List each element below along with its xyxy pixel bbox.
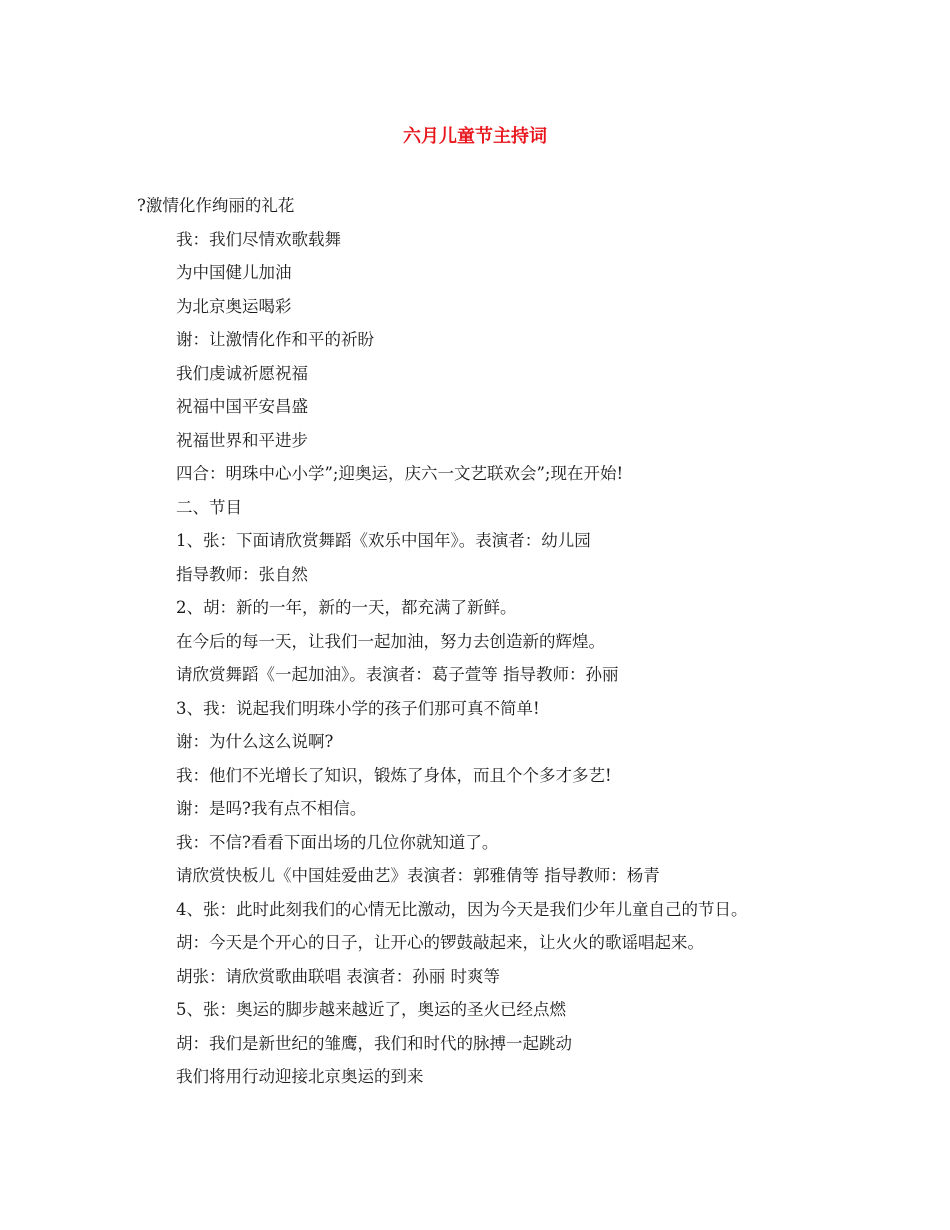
text-line: 我们虔诚祈愿祝福 (176, 363, 308, 383)
text-line: 在今后的每一天，让我们一起加油，努力去创造新的辉煌。 (176, 631, 605, 651)
text-line: 二、节目 (176, 497, 242, 517)
text-line: 4、张：此时此刻我们的心情无比激动，因为今天是我们少年儿童自己的节日。 (176, 899, 748, 919)
text-line: 胡张：请欣赏歌曲联唱 表演者：孙丽 时爽等 (176, 966, 500, 986)
text-line: 祝福中国平安昌盛 (176, 397, 308, 416)
text-line: 谢：是吗?我有点不相信。 (176, 799, 367, 818)
text-line: 我：他们不光增长了知识，锻炼了身体，而且个个多才多艺! (176, 765, 612, 785)
text-line: 请欣赏快板儿《中国娃爱曲艺》表演者：郭雅倩等 指导教师：杨青 (176, 866, 660, 885)
text-line: 谢：让激情化作和平的祈盼 (176, 330, 374, 349)
text-line: 请欣赏舞蹈《一起加油》。表演者：葛子萱等 指导教师：孙丽 (176, 665, 619, 684)
text-line: 祝福世界和平进步 (176, 430, 308, 450)
document-title: 六月儿童节主持词 (403, 126, 547, 147)
text-line: 我们将用行动迎接北京奥运的到来 (176, 1067, 424, 1086)
text-line: 谢：为什么这么说啊? (176, 732, 334, 751)
text-line: 指导教师：张自然 (176, 564, 308, 584)
text-line: 5、张：奥运的脚步越来越近了，奥运的圣火已经点燃 (176, 1000, 566, 1019)
text-line: 胡：我们是新世纪的雏鹰，我们和时代的脉搏一起跳动 (176, 1033, 572, 1053)
text-line: 胡：今天是个开心的日子，让开心的锣鼓敲起来，让火火的歌谣唱起来。 (176, 933, 704, 952)
text-line: 3、我：说起我们明珠小学的孩子们那可真不简单! (176, 698, 540, 718)
text-line: 四合：明珠中心小学”;迎奥运，庆六一文艺联欢会”;现在开始! (176, 464, 624, 483)
text-line: 为中国健儿加油 (176, 263, 292, 282)
text-line: ?激情化作绚丽的礼花 (137, 196, 295, 215)
text-line: 我：不信?看看下面出场的几位你就知道了。 (176, 832, 499, 852)
text-line: 1、张：下面请欣赏舞蹈《欢乐中国年》。表演者：幼儿园 (176, 531, 591, 550)
document-body (0, 192, 950, 1097)
text-line: 我：我们尽情欢歌载舞 (176, 229, 341, 249)
text-line: 为北京奥运喝彩 (176, 296, 292, 316)
text-line: 2、胡：新的一年，新的一天，都充满了新鲜。 (176, 598, 517, 617)
